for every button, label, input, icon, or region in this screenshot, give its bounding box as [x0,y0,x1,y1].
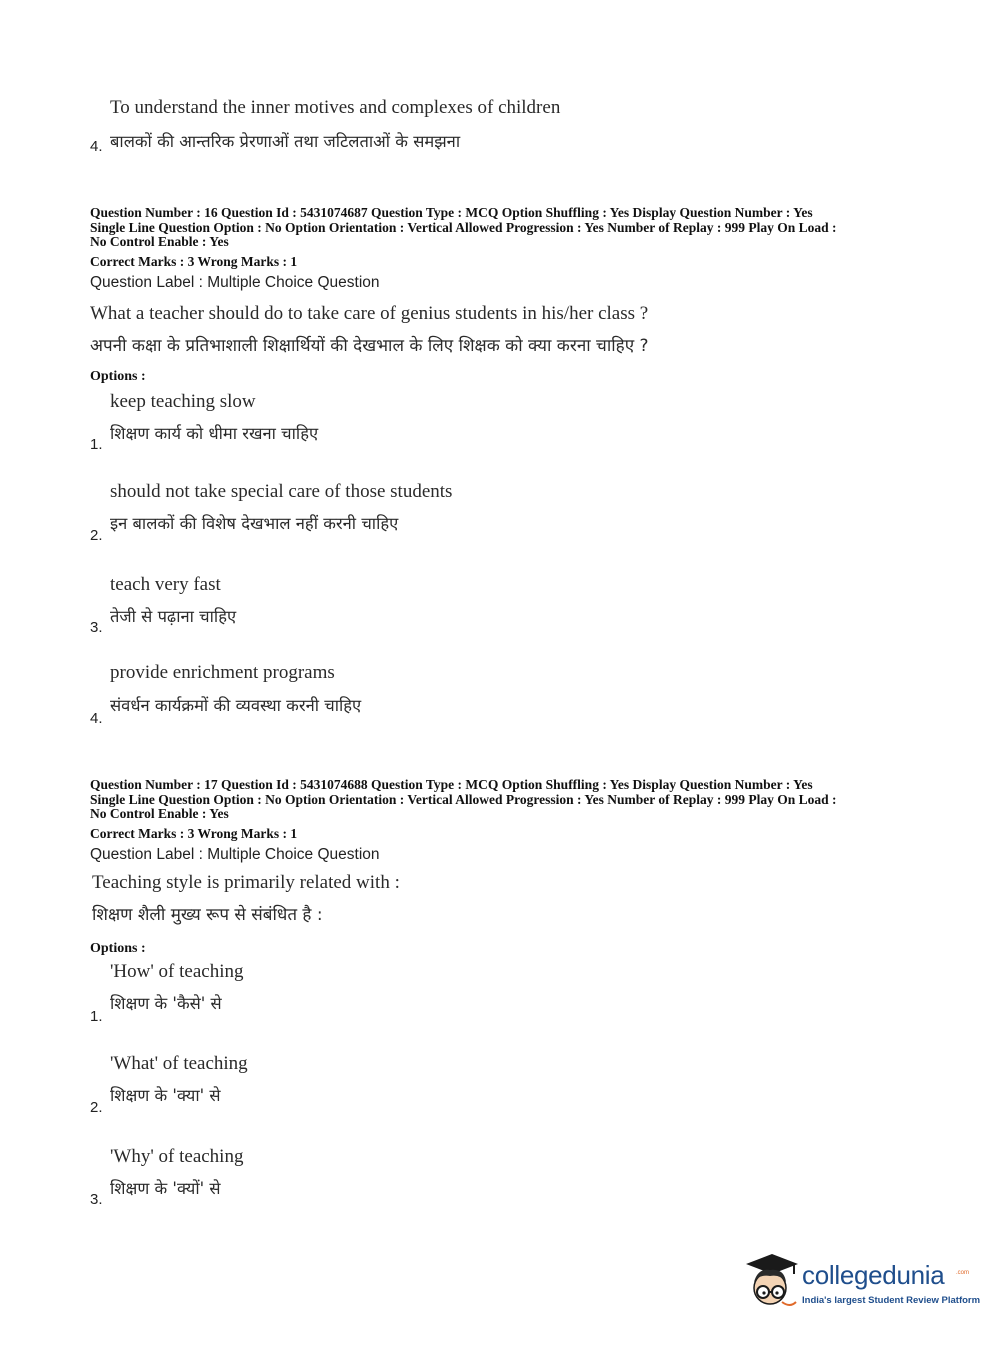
q16-option-1-number: 1. [90,436,103,453]
q17-question-text-hi: शिक्षण शैली मुख्य रूप से संबंधित है : [92,905,323,925]
q16-option-1-hi: शिक्षण कार्य को धीमा रखना चाहिए [110,424,319,443]
logo-dotcom: .com [956,1270,970,1276]
q16-question-text-en: What a teacher should do to take care of genius students in his/her class ? [90,303,649,324]
q16-question-text-hi: अपनी कक्षा के प्रतिभाशाली शिक्षार्थियों की देखभाल के लिए शिक्षक को क्या करना चाहिए ? [90,336,649,356]
q17-option-1-hi: शिक्षण के 'कैसे' से [110,994,222,1013]
q17-meta-line-1: Question Number : 17 Question Id : 5431074688 Question Type : MCQ Option Shuffling : Yes Display Question Number : Yes [90,777,813,792]
q16-option-3-number: 3. [90,619,103,636]
q16-option-2-number: 2. [90,527,103,544]
q17-meta-line-2: Single Line Question Option : No Option Orientation : Vertical Allowed Progression : Yes Number of Replay : 999 Play On Load : [90,791,837,807]
q17-option-2-hi: शिक्षण के 'क्या' से [110,1086,221,1105]
prev-option-4-en: To understand the inner motives and complexes of children [110,97,561,118]
q16-option-4-hi: संवर्धन कार्यक्रमों की व्यवस्था करनी चाहिए [110,696,362,715]
q16-option-1-en: keep teaching slow [110,391,256,412]
logo-tagline: India's largest Student Review Platform [802,1295,981,1306]
logo-wordmark: collegedunia [802,1260,945,1290]
q16-option-3-hi: तेजी से पढ़ाना चाहिए [110,607,237,626]
q16-option-2-en: should not take special care of those students [110,481,453,502]
q16-option-4-en: provide enrichment programs [110,662,335,683]
q16-marks: Correct Marks : 3 Wrong Marks : 1 [90,254,298,269]
q16-option-4-number: 4. [90,710,103,727]
prev-option-4-number: 4. [90,138,103,155]
q17-option-3-number: 3. [90,1191,103,1208]
q17-option-1-en: 'How' of teaching [110,961,244,982]
q17-question-text-en: Teaching style is primarily related with : [92,872,400,893]
q17-marks: Correct Marks : 3 Wrong Marks : 1 [90,826,298,841]
q16-option-2-hi: इन बालकों की विशेष देखभाल नहीं करनी चाहिए [110,514,399,533]
q16-meta-line-1: Question Number : 16 Question Id : 5431074687 Question Type : MCQ Option Shuffling : Yes Display Question Number : Yes [90,205,813,220]
mascot-icon [742,1250,800,1312]
q16-meta-line-2: Single Line Question Option : No Option Orientation : Vertical Allowed Progression : Yes Number of Replay : 999 Play On Load : [90,219,837,235]
q17-option-2-en: 'What' of teaching [110,1053,248,1074]
prev-option-4-hi: बालकों की आन्तरिक प्रेरणाओं तथा जटिलताओं के समझना [110,132,461,151]
q16-meta-line-3: No Control Enable : Yes [90,234,229,249]
q17-option-3-en: 'Why' of teaching [110,1146,244,1167]
q17-meta-line-3: No Control Enable : Yes [90,806,229,821]
q17-question-label: Question Label : Multiple Choice Question [90,846,380,863]
q17-option-3-hi: शिक्षण के 'क्यों' से [110,1179,221,1198]
q17-option-1-number: 1. [90,1008,103,1025]
q17-options-title: Options : [90,941,146,956]
q17-option-2-number: 2. [90,1099,103,1116]
q16-option-3-en: teach very fast [110,574,221,595]
collegedunia-logo [742,1250,981,1312]
q16-question-label: Question Label : Multiple Choice Question [90,274,380,291]
q16-options-title: Options : [90,369,146,384]
